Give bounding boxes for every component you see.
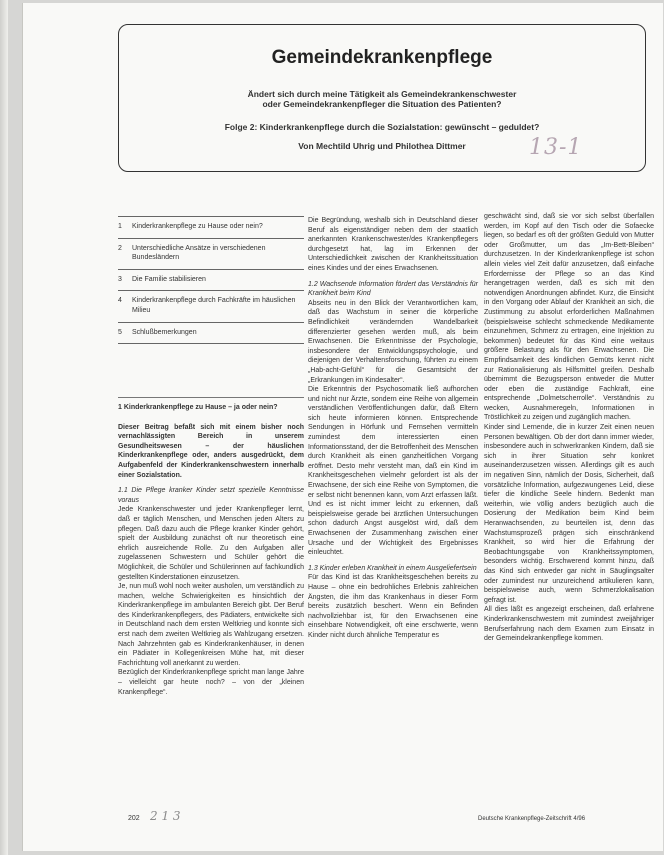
column-3: [484, 212, 654, 644]
column-2: [308, 216, 478, 641]
toc-text: Schlußbemerkungen: [132, 328, 197, 336]
toc-number: 1: [118, 223, 122, 230]
handwritten-note: 13-1: [529, 135, 583, 160]
toc-text: Kinderkrankenpflege zu Hause oder nein?: [132, 223, 263, 230]
series-subtitle: Folge 2: Kinderkrankenpflege durch die Sozialstation: gewünscht – geduldet?: [224, 122, 540, 132]
journal-footer: Deutsche Krankenpflege-Zeitschrift 4/96: [478, 816, 586, 822]
body-paragraph: Bezüglich der Kinderkrankenpflege spricht man lange Jahre – vielleicht gar heute noch? – von der „kleinen Krankenpflege“.: [118, 669, 304, 696]
title-box: [118, 24, 646, 172]
scan-edge: [0, 0, 8, 855]
subsection-heading: 1.1 Die Pflege kranker Kinder setzt spezielle Kenntnisse voraus: [118, 487, 304, 504]
body-paragraph: Kinder sind Lernende, die in kurzer Zeit einen neuen Personen bewältigen. Ob der dort dann immer wieder, insbesondere auch in schwerkranken Kindern, daß sie sich in ihrer Situation sehr konkret auseinanderzusetzen wissen. Allerdings gilt es auch im negativen Sinn, nämlich der Dosis, Sicherheit, daß vorsätzliche Information, aufgezwungenes Leid, diese tiefer die kindliche Seele hindern. Bedenkt man weiterhin, wie völlig anders bezüglich auch die Dosierung der Medikation beim Kind beim Heranwachsenden, zu beurteilen ist, denn das Wachstumsprozeß prägen sich einschränkend Krankheit, so wird hier die Erfahrung der Beobachtungsgabe von Krankheitssymptomen, besonders wichtig. Erschwerend kommt hinzu, daß das Kind sich entweder gar nicht in Säuglingsalter oder zumindest nur unzureichend artikulieren kann, beispielsweise auch, wenn Schmerzlokalisation gefragt ist.: [484, 424, 654, 604]
toc-item: [118, 216, 304, 238]
body-paragraph: Jede Krankenschwester und jeder Krankenpfleger lernt, daß er täglich Menschen, und Menschen jeden Alters zu pflegen. Daß dazu auch die Pflege kranker Kinder gehört, spielt der Ausbildung zunächst oft nur theoretisch eine ehrlich ausreichende Rolle. Zu den Aufgaben aller zugelassenen Schwestern und Schüler gehört die Möglichkeit, die Schüler und Schülerinnen auf fachkundlich gestellten Kinderstationen einzusetzen.: [118, 506, 304, 581]
body-paragraph: All dies läßt es angezeigt erscheinen, daß erfahrene Kinderkrankenschwestern mit zumindest zweijähriger Berufserfahrung nach dem Examen zum Einsatz in der Gemeindekrankenpflege kommen.: [484, 606, 654, 643]
toc-text: Die Familie stabilisieren: [132, 275, 206, 283]
toc-item: [118, 269, 304, 291]
body-paragraph: geschwächt sind, daß sie vor sich selbst überfallen werden, im Kopf auf den Tisch oder die Sofaecke liegen, so bedarf es oft der größten Geduld von Mutter oder Großmutter, um das „Im-Bett-Bleiben“ durchzusetzen. In der Kinderkrankenpflege ist schon allein vieles viel Zeit dafür anzusetzen, daß einfache Erfordernisse der Pflege so an das Kind herangetragen werden, daß es sich mit den notwendigen Anordnungen abfindet. Kurz, die Einsicht in den Vorgang oder Ablauf der Krankheit an sich, die Zustimmung zu absolut erforderlichen Maßnahmen (beispielsweise schlecht schmeckende Medikamente einzunehmen, Schmerz zu ertragen, eine Injektion zu bekommen) bedeutet für das Kind eine weitaus größere Belastung als für den Erwachsenen. Die Empfindsamkeit des kindlichen Gemüts kennt nicht zur Rationalisierung als Hilfsmittel greifen. Deshalb übernimmt die Bezugsperson entweder die Mutter oder eben die zuständige Fachkraft, eine entsprechende „Dolmetscherrolle“. Verständnis zu wecken, Ausnahmeregeln, Informationen in Tröstlichkeit zu zeigen und zugänglich machen.: [484, 213, 654, 422]
page-number: 202: [128, 815, 140, 822]
toc-item: [118, 322, 304, 345]
article-question: [129, 89, 635, 109]
toc-number: 2: [118, 244, 122, 252]
toc-text: Kinderkrankenpflege durch Fachkräfte im häuslichen Milieu: [132, 297, 296, 314]
article-title: Gemeindekrankenpflege: [271, 47, 493, 68]
column-1: [118, 403, 304, 697]
section-rule: [118, 397, 304, 398]
handwritten-page-number: 2 1 3: [150, 809, 181, 823]
body-paragraph: Abseits neu in den Blick der Verantwortlichen kam, daß das Wachstum in seiner die körperliche Befindlichkeit verändernden Wandelbarkeit differenzierter gesehen werden muß, als beim Erwachsenen. Die Erkenntnisse der Psychologie, insbesondere der Entwicklungspsychologie, und diejenigen der Verhaltensforschung, führten zu einem „Hab-acht-Gefühl“ für die Gesamtsicht der „Erkrankungen im Kindesalter“.: [308, 299, 478, 384]
question-line-2: oder Gemeindekrankenpfleger die Situation des Patienten?: [262, 99, 502, 109]
body-paragraph: Die Erkenntnis der Psychosomatik ließ aufhorchen und nicht nur Ärzte, sondern eine Reihe von allgemein verständlichen Veröffentlichungen dafür, daß Eltern sich heute informieren können. Entsprechende Sendungen in Hörfunk und Fernsehen vermitteln zumindest dem interessierten einen Informationsstand, der die Betroffenheit des Menschen durch Krankheit als einen ganzheitlichen Vorgang eröffnet. Desto mehr versteht man, daß ein Kind im Krankheitsgeschehen vielmehr gefordert ist als der Erwachsene, der sich eine Reihe von Symptomen, die er selbst nicht benennen kann, vom Arzt erfassen läßt. Und es ist nicht immer leicht zu erkennen, daß beispielsweise gerade bei ärztlichen Untersuchungen schon dadurch Angst ausgelöst wird, daß dem Erwachsenen der Zusammenhang zwischen einer Ursache und der Wichtigkeit des Ergebnisses einleuchtet.: [308, 386, 478, 557]
body-paragraph: Für das Kind ist das Krankheitsgeschehen bereits zu Hause – ohne ein bedrohliches Erlebnis zahlreichen Ängsten, die ihm das Krankenhaus in dieser Form bereits zusätzlich beschert. Wenn ein Befinden nachvollziehbar ist, für den Erwachsenen eine einsehbare Notwendigkeit, oft eine erschwerte, wenn Kinder nicht durch ähnliche Temperatur es: [308, 574, 478, 639]
toc-item: [118, 238, 304, 269]
section-heading: 1 Kinderkrankenpflege zu Hause – ja oder nein?: [118, 404, 278, 411]
body-paragraph: Je, nun muß wohl noch weiter ausholen, um verständlich zu machen, welche Schwierigkeiten es hinsichtlich der Kinderkrankenpflege im ambulanten Bereich gibt. Der Beruf des Kinderkrankenpflegers, des Pädiaters, entwickelte sich in Deutschland nach dem ersten Weltkrieg und konnte sich erst nach dem zweiten Weltkrieg als Wahlzugang ersetzen. Nach Jahrzehnten gab es Kinderkrankenhäuser, in denen ein Pädiater in Kollegenkreisen Mühe hat, mit dieser Fachrichtung voll anerkannt zu werden.: [118, 583, 304, 667]
table-of-contents: [118, 216, 304, 344]
toc-number: 5: [118, 328, 122, 336]
subsection-heading: 1.2 Wachsende Information fördert das Verständnis für Krankheit beim Kind: [308, 280, 478, 298]
question-line-1: Ändert sich durch meine Tätigkeit als Gemeindekrankenschwester: [247, 89, 517, 99]
toc-text: Unterschiedliche Ansätze in verschiedenen Bundesländern: [132, 244, 266, 262]
toc-number: 4: [118, 297, 122, 305]
toc-number: 3: [118, 275, 122, 283]
authors-line: Von Mechtild Uhrig und Philothea Dittmer: [298, 141, 466, 151]
body-paragraph: Die Begründung, weshalb sich in Deutschland dieser Beruf als eigenständiger neben dem der staatlich anerkannten Krankenschwester/des Krankenpflegers durchgesetzt hat, lag im Erkennen der Unterschiedlichkeit zwischen der Krankheitssituation eines Kindes und der eines Erwachsenen.: [308, 217, 478, 272]
lead-paragraph: Dieser Beitrag befaßt sich mit einem bisher noch vernachlässigten Bereich in unserem Gesundheitswesen – der häuslichen Kinderkrankenpflege oder, anders ausgedrückt, dem Aufgabenfeld der Kinderkrankenschwestern innerhalb einer Sozialstation.: [118, 423, 304, 479]
subsection-heading: 1.3 Kinder erleben Krankheit in einem Ausgeliefertsein: [308, 564, 477, 572]
toc-item: [118, 290, 304, 321]
